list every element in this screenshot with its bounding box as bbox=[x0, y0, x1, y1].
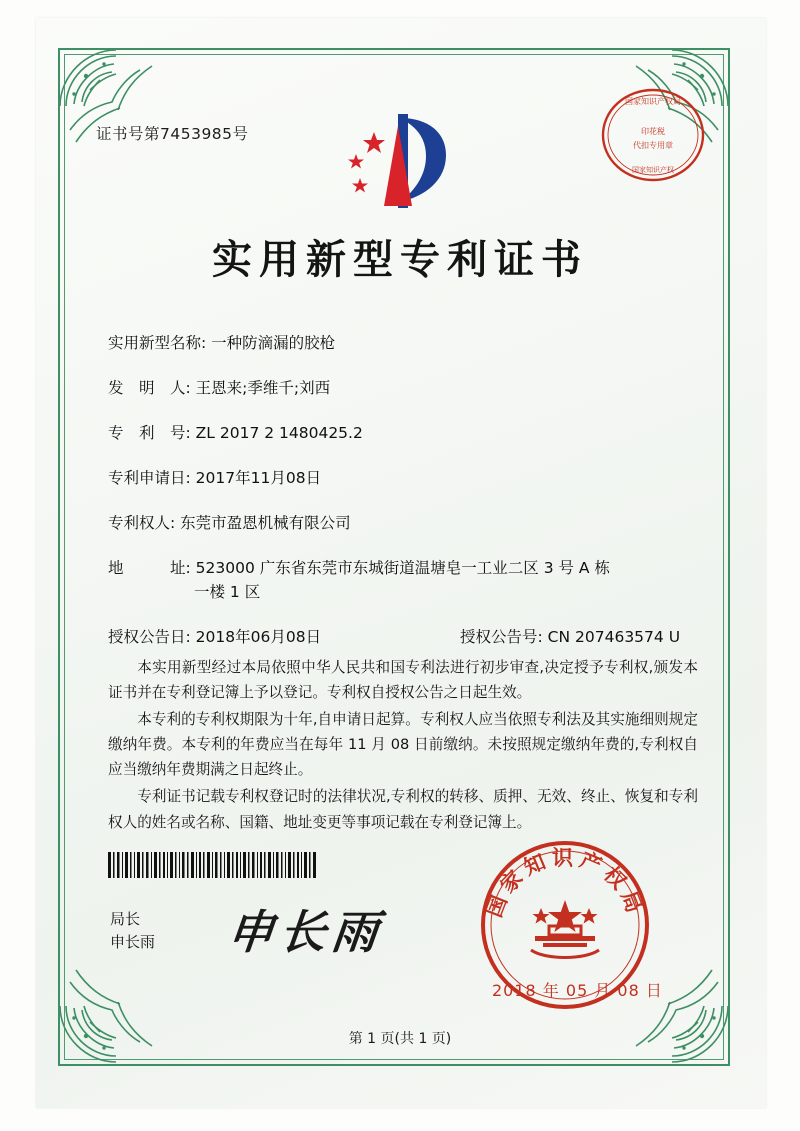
field-label: 实用新型名称: bbox=[108, 334, 207, 352]
barcode bbox=[108, 852, 318, 878]
publication-number-group bbox=[460, 626, 680, 648]
paragraph-2: 本专利的专利权期限为十年,自申请日起算。专利权人应当依照专利法及其实施细则规定缴纳年费。本专利的年费应当在每年 11 月 08 日前缴纳。未按照规定缴纳年费的,专利权自应当缴纳年费期满之日起终止。 bbox=[108, 711, 698, 779]
cnipa-logo-icon bbox=[338, 110, 458, 215]
publication-date-value: 2018年06月08日 bbox=[195, 628, 322, 647]
field-row-publication bbox=[108, 626, 708, 648]
svg-text:代扣专用章: 代扣专用章 bbox=[633, 141, 673, 150]
svg-text:印花税: 印花税 bbox=[641, 127, 665, 136]
publication-number-label: 授权公告号: bbox=[460, 628, 543, 647]
field-value: ZL 2017 2 1480425.2 bbox=[195, 423, 363, 442]
field-row-patent-number bbox=[108, 422, 708, 444]
field-row-utility-model-name bbox=[108, 332, 708, 354]
field-row-inventors bbox=[108, 377, 708, 399]
paragraph-3: 专利证书记载专利权登记时的法律状况,专利权的转移、质押、无效、终止、恢复和专利权人的姓名或名称、国籍、地址变更等事项记载在专利登记簿上。 bbox=[108, 788, 698, 831]
page-footer: 第 1 页(共 1 页) bbox=[348, 1031, 452, 1047]
tax-stamp-icon bbox=[596, 82, 710, 188]
handwritten-signature: 申长雨 bbox=[224, 905, 387, 959]
field-label: 专 利 号: bbox=[108, 423, 191, 442]
field-label: 专利申请日: bbox=[108, 468, 191, 487]
field-label: 专利权人: bbox=[108, 513, 176, 532]
field-value: 523000 广东省东莞市东城街道温塘皂一工业二区 3 号 A 栋 bbox=[195, 558, 610, 577]
seal-date: 2018 年 05 月 08 日 bbox=[492, 981, 663, 1000]
signature-role: 局长 bbox=[110, 910, 141, 928]
field-value-continued: 一楼 1 区 bbox=[194, 583, 261, 602]
field-value: 一种防滴漏的胶枪 bbox=[211, 334, 336, 352]
paragraph-1: 本实用新型经过本局依照中华人民共和国专利法进行初步审查,决定授予专利权,颁发本证书并在专利登记簿上予以登记。专利权自授权公告之日起生效。 bbox=[108, 659, 698, 702]
publication-number-value: CN 207463574 U bbox=[547, 628, 681, 647]
certificate-number: 证书号第7453985号 bbox=[96, 125, 249, 143]
signature-name: 申长雨 bbox=[110, 933, 156, 952]
field-row-address bbox=[108, 557, 708, 604]
field-row-application-date bbox=[108, 467, 708, 489]
field-label: 发 明 人: bbox=[108, 378, 191, 397]
field-label: 地 址: bbox=[108, 558, 191, 577]
publication-date-label: 授权公告日: bbox=[108, 628, 191, 647]
field-value: 2017年11月08日 bbox=[195, 468, 322, 487]
field-value: 东莞市盈恩机械有限公司 bbox=[180, 513, 351, 532]
svg-text:国家知识产权局: 国家知识产权局 bbox=[625, 97, 681, 106]
page-title: 实用新型专利证书 bbox=[212, 237, 588, 283]
svg-text:国家知识产权: 国家知识产权 bbox=[632, 166, 674, 174]
svg-text:国家知识产权局: 国家知识产权局 bbox=[481, 846, 649, 921]
field-value: 王恩来;季维千;刘西 bbox=[195, 378, 331, 397]
field-row-patentee bbox=[108, 512, 708, 534]
signature-block bbox=[110, 908, 155, 955]
legal-text-block bbox=[108, 655, 698, 837]
field-list bbox=[108, 332, 708, 671]
